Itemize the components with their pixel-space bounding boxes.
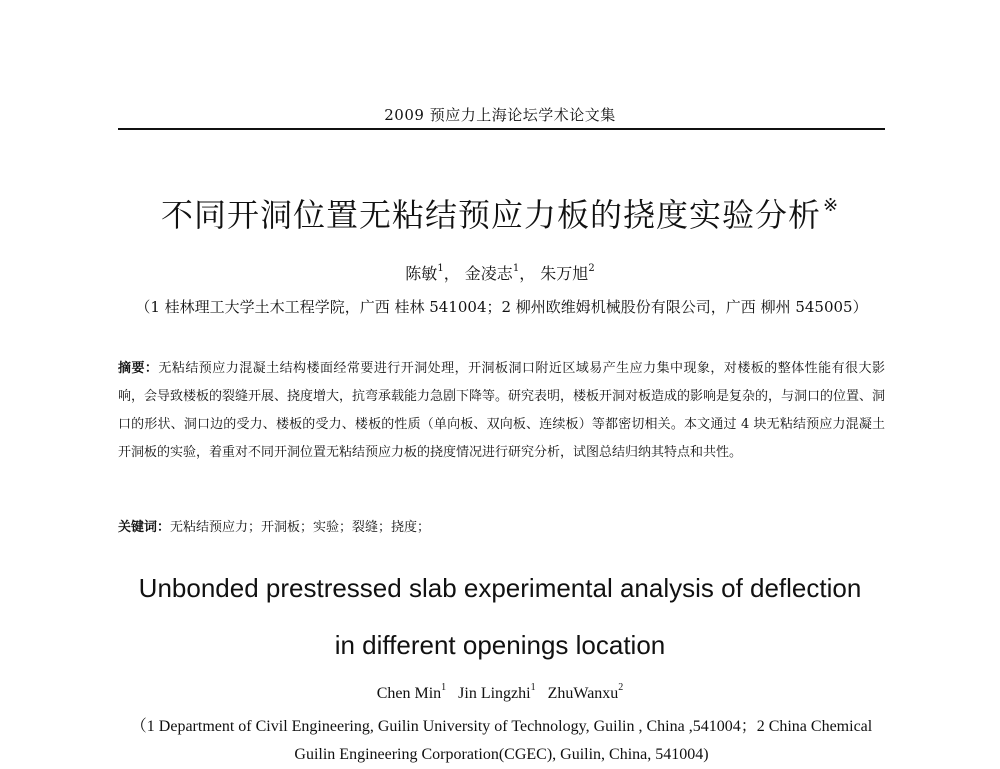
abstract-text: 无粘结预应力混凝土结构楼面经常要进行开洞处理，开洞板洞口附近区域易产生应力集中现象，对楼板的整体性能有很大影响，会导致楼板的裂缝开展、挠度增大，抗弯承载能力急剧下降等。研究表明，楼板开洞对板造成的影响是复杂的，与洞口的位置、洞口的形状、洞口边的受力、楼板的受力、楼板的性质（单向板、双向板、连续板）等都密切相关。本文通过 4 块无粘结预应力混凝土开洞板的实验，着重对不同开洞位置无粘结预应力板的挠度情况进行研究分析，试图总结归纳其特点和共性。 <box>118 361 886 460</box>
abstract-chinese <box>118 355 885 467</box>
author-en: ZhuWanxu <box>547 685 619 702</box>
paper-title-english <box>0 560 1000 674</box>
running-header: 2009 预应力上海论坛学术论文集 <box>384 106 616 124</box>
abstract-label: 摘要： <box>118 361 159 376</box>
author-affil-sup: 2 <box>618 682 624 693</box>
affiliation-english: （1 Department of Civil Engineering, Guilin University of Technology, Guilin , China ,541004；2 China Chemical Guilin Engineering Corporation(CGEC), Guilin, China, 541004) <box>130 718 873 763</box>
title-en-line-1: Unbonded prestressed slab experimental analysis of deflection <box>138 573 862 603</box>
author-cn: 朱万旭 <box>540 264 589 283</box>
paper-title-chinese <box>0 190 1000 236</box>
title-cn-text: 不同开洞位置无粘结预应力板的挠度实验分析 <box>160 196 821 234</box>
authors-chinese <box>0 261 1000 284</box>
author-affil-sup: 2 <box>588 263 595 274</box>
title-footnote-mark: ※ <box>822 195 840 216</box>
author-en: Chen Min <box>376 685 442 702</box>
keywords-chinese <box>118 517 885 539</box>
keywords-text: 无粘结预应力；开洞板；实验；裂缝；挠度； <box>170 520 431 535</box>
header-rule <box>118 128 885 130</box>
author-cn: 金凌志 <box>464 264 513 283</box>
title-en-line-2: in different openings location <box>334 630 666 660</box>
author-separator: ， <box>443 264 460 283</box>
author-affil-sup: 1 <box>512 263 520 274</box>
author-affil-sup: 1 <box>530 682 536 693</box>
affiliation-chinese: （1 桂林理工大学土木工程学院，广西 桂林 541004；2 柳州欧维姆机械股份有限公司，广西 柳州 545005） <box>135 298 868 316</box>
author-affil-sup: 1 <box>441 682 447 693</box>
author-separator: ， <box>519 264 536 283</box>
keywords-label: 关键词： <box>118 520 171 535</box>
author-en: Jin Lingzhi <box>458 685 531 702</box>
author-affil-sup: 1 <box>437 263 444 274</box>
authors-english <box>0 682 1000 703</box>
author-cn: 陈敏 <box>405 264 438 283</box>
